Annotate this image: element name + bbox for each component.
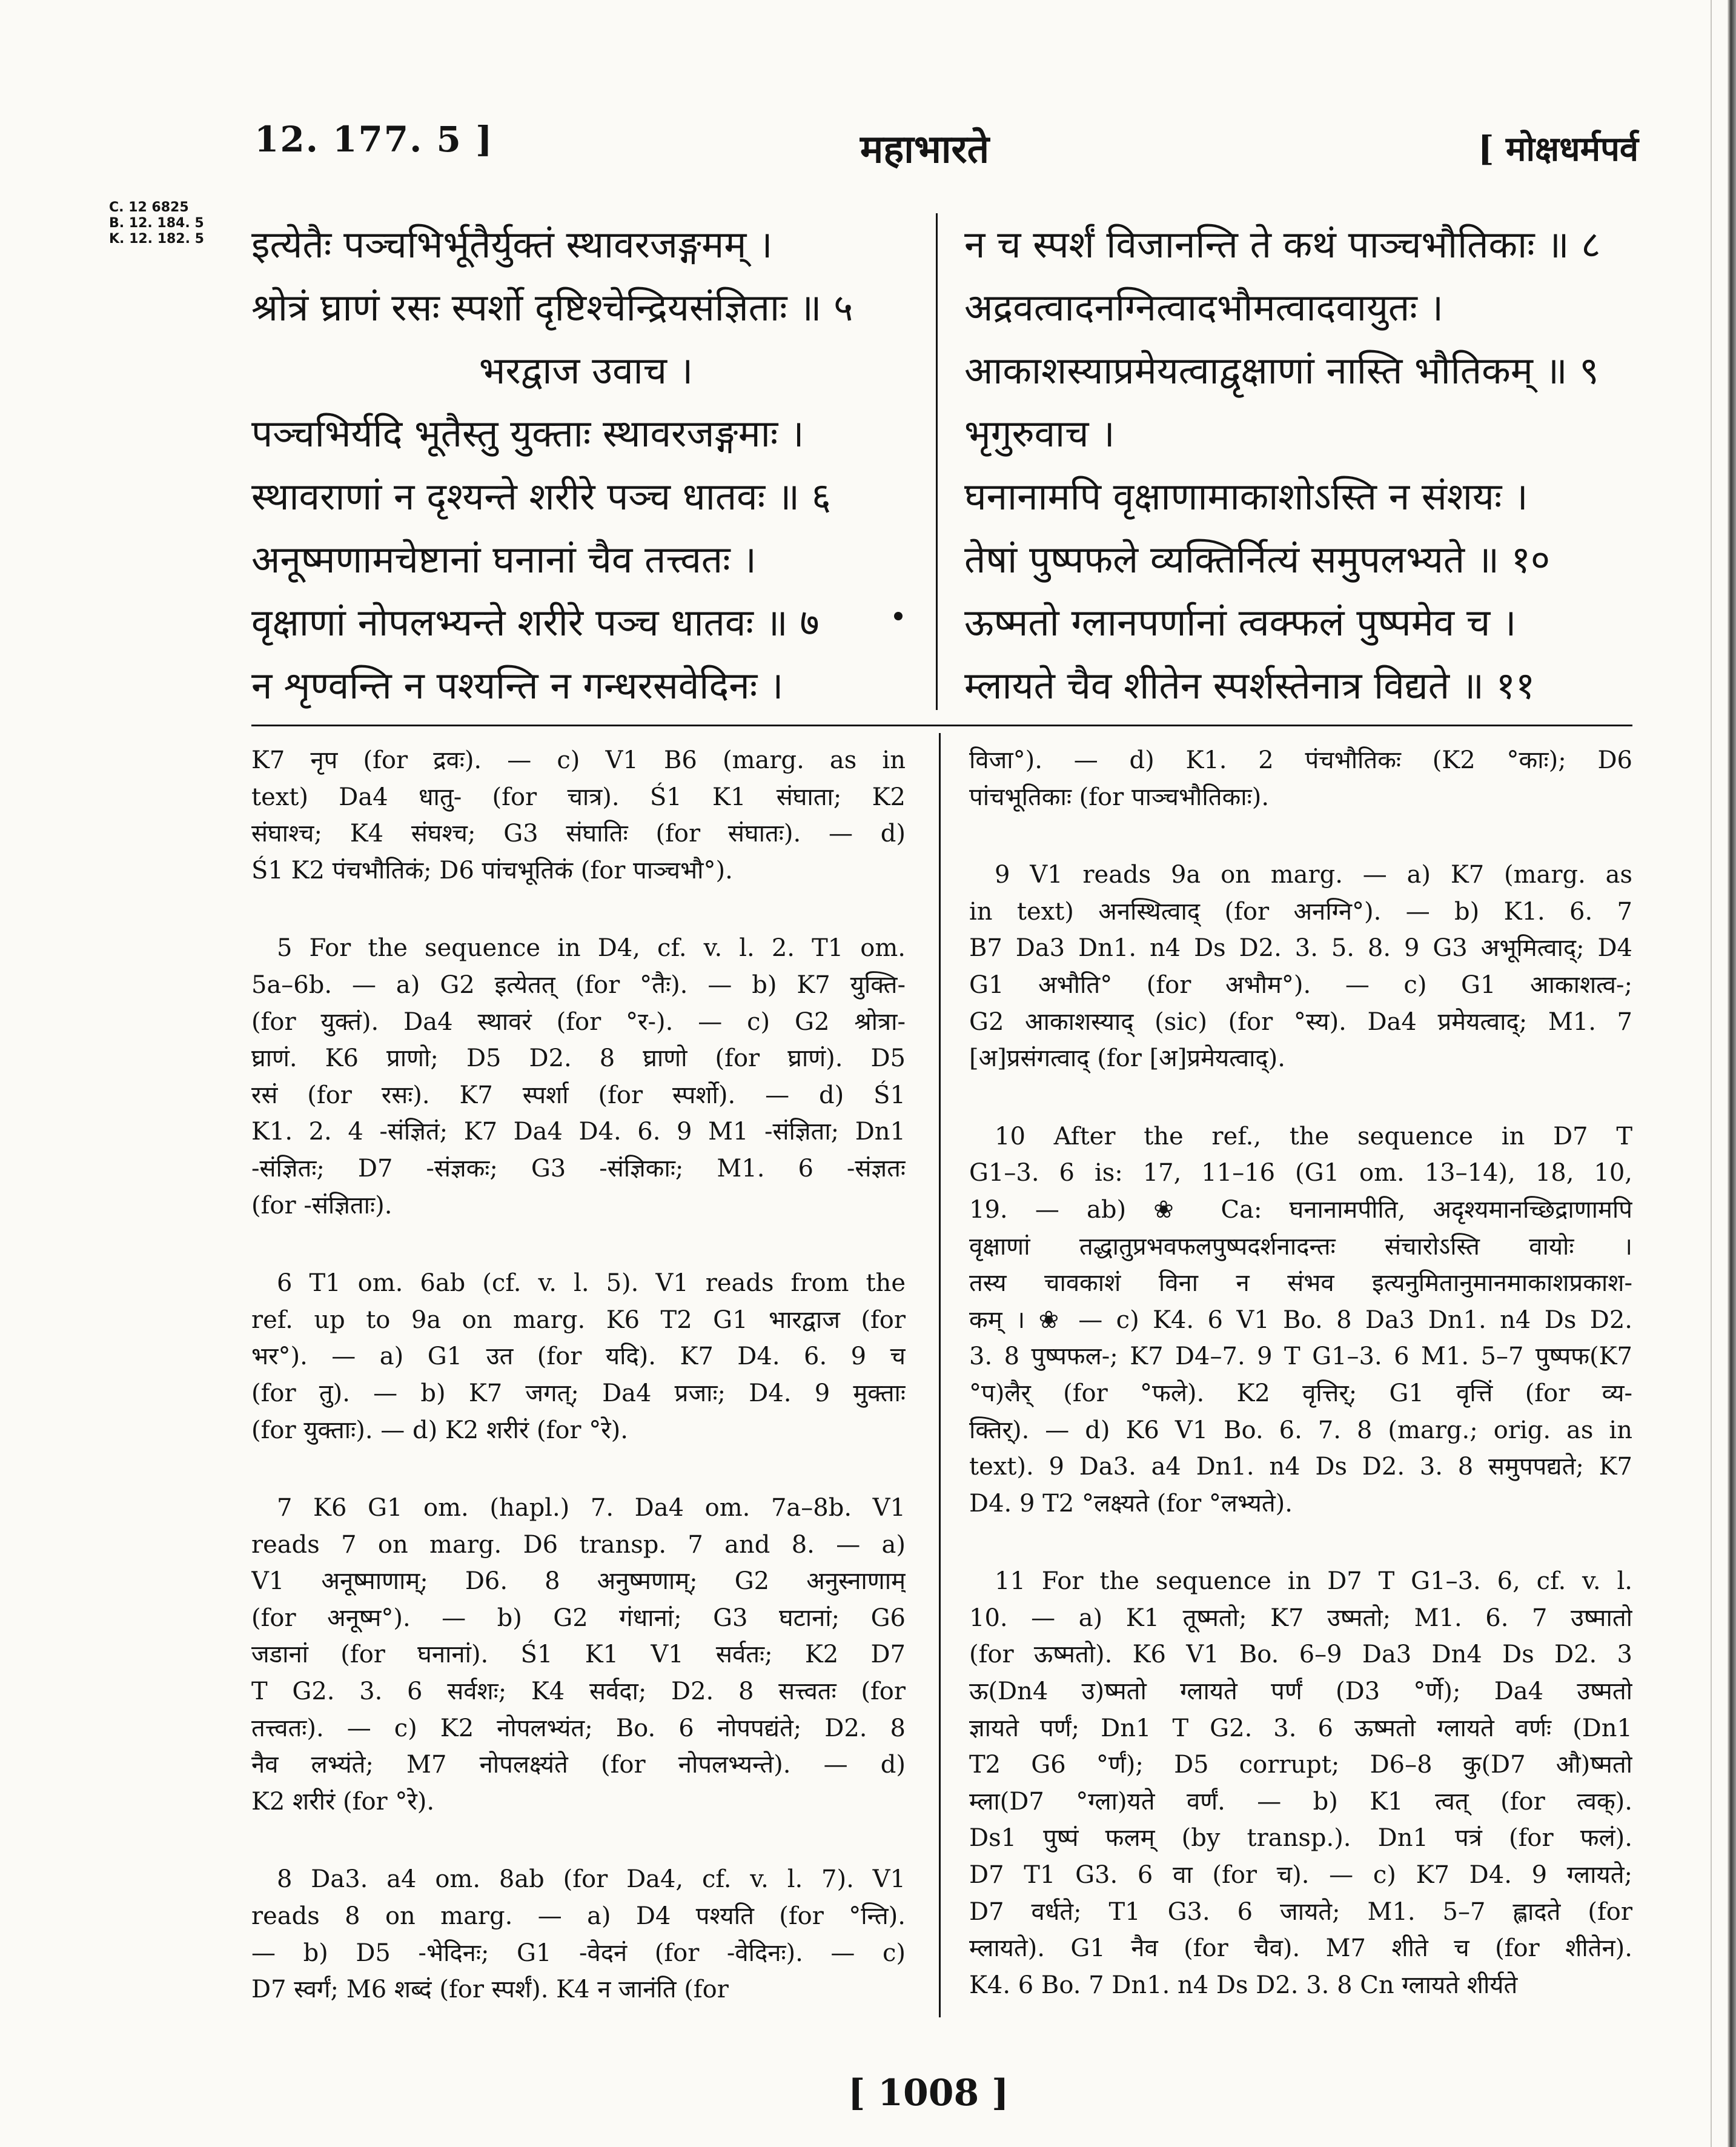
note-line: म्लायते). G1 नैव (for चैव). M7 शीते च (for शीतेन). <box>969 1934 1632 1963</box>
note-line: D7 स्वर्गं; M6 शब्दं (for स्पर्शं). K4 न जानंति (for <box>251 1976 729 2004</box>
note-line: — b) D5 -भेदिनः; G1 -वेदनं (for -वेदिनः). — c) <box>251 1939 906 1967</box>
note-line: नैव लभ्यंते; M7 नोपलक्ष्यंते (for नोपलभ्यन्ते). — d) <box>251 1751 906 1779</box>
notes-column-right <box>969 742 1632 2045</box>
apparatus-note <box>251 1861 906 2008</box>
verse-line: इत्येतैः पञ्चभिर्भूतैर्युक्तं स्थावरजङ्गमम् । <box>251 222 773 267</box>
note-line: (for अनूष्म°). — b) G2 गंधानां; G3 घटानां; G6 <box>251 1604 906 1632</box>
concordance-line: B. 12. 184. 5 <box>109 216 204 231</box>
apparatus-note <box>251 742 906 889</box>
note-line: text) Da4 धातु- (for चात्र). Ś1 K1 संघाता; K2 <box>251 783 906 811</box>
verse-line: आकाशस्याप्रमेयत्वाद्वृक्षाणां नास्ति भौतिकम् ॥ ९ <box>964 348 1599 393</box>
note-line: G2 आकाशस्याद् (sic) (for °स्य). Da4 प्रमेयत्वाद्; M1. 7 <box>969 1007 1632 1036</box>
note-line: 11 For the sequence in D7 T G1–3. 6, cf. v. l. <box>995 1567 1632 1596</box>
verse-line: ऊष्मतो ग्लानपर्णानां त्वक्फलं पुष्पमेव च । <box>964 600 1517 645</box>
note-line: °प)लैर् (for °फले). K2 वृत्तिर्; G1 वृत्तिं (for व्य- <box>969 1379 1632 1407</box>
note-line: कम् । ❀ — c) K4. 6 V1 Bo. 8 Da3 Dn1. n4 Ds D2. <box>969 1306 1632 1334</box>
note-line: (for ऊष्मतो). K6 V1 Bo. 6–9 Da3 Dn4 Ds D2. 3 <box>969 1641 1632 1669</box>
note-line: (for -संज्ञिताः). <box>251 1191 393 1220</box>
page-number: [ 1008 ] <box>848 2072 1009 2114</box>
note-line: घ्राणं. K6 प्राणो; D5 D2. 8 घ्राणो (for घ्राणं). D5 <box>251 1044 906 1073</box>
note-line: D7 वर्धते; T1 G3. 6 जायते; M1. 5–7 ह्लादते (for <box>969 1897 1632 1926</box>
speaker-line: भरद्वाज उवाच । <box>479 348 694 393</box>
note-line: जडानां (for घनानां). Ś1 K1 V1 सर्वतः; K2 D7 <box>251 1641 906 1669</box>
note-line: reads 7 on marg. D6 transp. 7 and 8. — a) <box>251 1530 906 1559</box>
note-line: in text) अनस्थित्वाद् (for अनग्नि°). — b) K1. 6. 7 <box>969 897 1632 926</box>
ink-dot <box>894 612 903 620</box>
note-line: तत्त्वतः). — c) K2 नोपलभ्यंत; Bo. 6 नोपपद्यंते; D2. 8 <box>251 1714 906 1742</box>
note-line: क्तिर्). — d) K6 V1 Bo. 6. 7. 8 (marg.; orig. as in <box>969 1416 1632 1444</box>
note-line: (for तु). — b) K7 जगत्; Da4 प्रजाः; D4. 9 मुक्ताः <box>251 1379 906 1407</box>
verse-line: न शृण्वन्ति न पश्यन्ति न गन्धरसवेदिनः । <box>251 663 784 708</box>
note-line: 7 K6 G1 om. (hapl.) 7. Da4 om. 7a–8b. V1 <box>277 1494 906 1522</box>
note-line: 10. — a) K1 तूष्मतो; K7 उष्मतो; M1. 6. 7 उष्मातो <box>969 1604 1632 1632</box>
note-line: 9 V1 reads 9a on marg. — a) K7 (marg. as <box>995 861 1632 889</box>
note-line: 19. — ab) ❀ Ca: घनानामपीति, अदृश्यमानच्छिद्राणामपि <box>969 1195 1632 1224</box>
apparatus-note <box>969 857 1632 1077</box>
concordance <box>109 200 204 247</box>
verse-column-right <box>964 213 1649 717</box>
note-line: V1 अनूष्माणाम्; D6. 8 अनुष्मणाम्; G2 अनुस्नाणाम् <box>251 1567 906 1596</box>
note-line: 3. 8 पुष्पफल-; K7 D4–7. 9 T G1–3. 6 M1. 5–7 पुष्पफ(K7 <box>969 1342 1632 1371</box>
scan-edge-line <box>1711 0 1712 2147</box>
section-title: [ मोक्षधर्मपर्व <box>1478 129 1639 169</box>
apparatus-note <box>969 1118 1632 1522</box>
apparatus-note <box>251 1265 906 1448</box>
note-line: रसं (for रसः). K7 स्पर्शा (for स्पर्शो). — d) Ś1 <box>251 1081 906 1109</box>
note-line: ज्ञायते पर्णं; Dn1 T G2. 3. 6 ऊष्मतो ग्लायते वर्णः (Dn1 <box>969 1714 1632 1742</box>
note-line: म्ला(D7 °ग्ला)यते वर्णं. — b) K1 त्वत् (for त्वक्). <box>969 1787 1632 1816</box>
note-line: K2 शरीरं (for °रे). <box>251 1787 435 1816</box>
note-line: D4. 9 T2 °लक्ष्यते (for °लभ्यते). <box>969 1489 1293 1518</box>
verse-line: अद्रवत्वादनग्नित्वादभौमत्वादवायुतः । <box>964 285 1443 330</box>
verse-line: पञ्चभिर्यदि भूतैस्तु युक्ताः स्थावरजङ्गमाः । <box>251 411 804 456</box>
verse-line: वृक्षाणां नोपलभ्यन्ते शरीरे पञ्च धातवः ॥ ७ <box>251 600 820 645</box>
note-line: B7 Da3 Dn1. n4 Ds D2. 3. 5. 8. 9 G3 अभूमित्वाद्; D4 <box>969 934 1632 963</box>
verse-line: अनूष्मणामचेष्टानां घनानां चैव तत्त्वतः । <box>251 537 757 582</box>
note-line: 8 Da3. a4 om. 8ab (for Da4, cf. v. l. 7). V1 <box>277 1865 906 1894</box>
note-line: T G2. 3. 6 सर्वशः; K4 सर्वदा; D2. 8 सत्त्वतः (for <box>251 1677 906 1706</box>
note-line: Ś1 K2 पंचभौतिकं; D6 पांचभूतिकं (for पाञ्चभौ°). <box>251 856 733 884</box>
note-line: संघाश्च; K4 संघश्च; G3 संघातिः (for संघातः). — d) <box>251 820 906 848</box>
apparatus-note <box>969 742 1632 815</box>
note-line: विजा°). — d) K1. 2 पंचभौतिकः (K2 °काः); D6 <box>969 746 1632 774</box>
verse-line: तेषां पुष्पफले व्यक्तिर्नित्यं समुपलभ्यते ॥ १० <box>964 537 1551 582</box>
apparatus-note <box>969 1563 1632 2003</box>
verse-column-left <box>251 213 921 717</box>
note-line: K1. 2. 4 -संज्ञितं; K7 Da4 D4. 6. 9 M1 -संज्ञिता; Dn1 <box>251 1118 906 1146</box>
note-line: 5a–6b. — a) G2 इत्येतत् (for °तैः). — b) K7 युक्ति- <box>251 971 906 999</box>
note-line: K7 नृप (for द्रवः). — c) V1 B6 (marg. as in <box>251 746 906 774</box>
concordance-line: K. 12. 182. 5 <box>109 231 204 247</box>
note-line: पांचभूतिकाः (for पाञ्चभौतिकाः). <box>969 783 1270 811</box>
note-line: G1 अभौति° (for अभौम°). — c) G1 आकाशत्व-; <box>969 971 1632 999</box>
verse-line: भृगुरुवाच । <box>964 411 1115 456</box>
verse-line: घनानामपि वृक्षाणामाकाशोऽस्ति न संशयः । <box>964 474 1528 519</box>
note-line: T2 G6 °र्णं); D5 corrupt; D6–8 कु(D7 औ)ष्मतो <box>969 1751 1632 1779</box>
note-line: 6 T1 om. 6ab (cf. v. l. 5). V1 reads from the <box>277 1269 906 1298</box>
note-line: ऊ(Dn4 उ)ष्मतो ग्लायते पर्णं (D3 °र्णे); Da4 उष्मतो <box>969 1677 1632 1706</box>
page-title: महाभारते <box>860 127 990 172</box>
note-line: D7 T1 G3. 6 वा (for च). — c) K7 D4. 9 ग्लायते; <box>969 1861 1632 1890</box>
verse-column-divider <box>936 213 938 710</box>
note-line: तस्य चावकाशं विना न संभव इत्यनुमितानुमानमाकाशप्रकाश- <box>969 1269 1632 1298</box>
notes-column-left <box>251 742 906 2049</box>
apparatus-note <box>251 1490 906 1820</box>
scan-edge <box>1728 0 1736 2147</box>
verse-line: न च स्पर्शं विजानन्ति ते कथं पाञ्चभौतिकाः ॥ ८ <box>964 222 1601 267</box>
verse-line: म्लायते चैव शीतेन स्पर्शस्तेनात्र विद्यते ॥ ११ <box>964 663 1536 708</box>
note-line: वृक्षाणां तद्धातुप्रभवफलपुष्पदर्शनादन्तः संचारोऽस्ति वायोः । <box>969 1232 1632 1261</box>
note-line: K4. 6 Bo. 7 Dn1. n4 Ds D2. 3. 8 Cn ग्लायते शीर्यते <box>969 1971 1518 1999</box>
note-line: (for युक्तं). Da4 स्थावरं (for °र-). — c) G2 श्रोत्रा- <box>251 1007 906 1036</box>
concordance-line: C. 12 6825 <box>109 200 189 215</box>
note-line: G1–3. 6 is: 17, 11–16 (G1 om. 13–14), 18, 10, <box>969 1159 1632 1187</box>
notes-column-divider <box>939 733 941 2017</box>
apparatus-note <box>251 930 906 1224</box>
note-line: ref. up to 9a on marg. K6 T2 G1 भारद्वाज (for <box>251 1306 906 1334</box>
note-line: text). 9 Da3. a4 Dn1. n4 Ds D2. 3. 8 समुपपद्यते; K7 <box>969 1453 1632 1481</box>
note-line: भर°). — a) G1 उत (for यदि). K7 D4. 6. 9 च <box>251 1342 906 1371</box>
verse-line: श्रोत्रं घ्राणं रसः स्पर्शो दृष्टिश्चेन्द्रियसंज्ञिताः ॥ ५ <box>251 285 853 330</box>
note-line: 5 For the sequence in D4, cf. v. l. 2. T1 om. <box>277 934 906 963</box>
note-line: -संज्ञितः; D7 -संज्ञकः; G3 -संज्ञिकाः; M1. 6 -संज्ञतः <box>251 1154 906 1183</box>
note-line: reads 8 on marg. — a) D4 पश्यति (for °न्ति). <box>251 1902 906 1931</box>
note-line: (for युक्ताः). — d) K2 शरीरं (for °रे). <box>251 1416 628 1444</box>
running-reference: 12. 177. 5 ] <box>254 119 494 160</box>
note-line: Ds1 पुष्पं फलम् (by transp.). Dn1 पत्रं (for फलं). <box>969 1824 1632 1853</box>
note-line: [अ]प्रसंगत्वाद् (for [अ]प्रमेयत्वाद्). <box>969 1044 1285 1073</box>
verse-line: स्थावराणां न दृश्यन्ते शरीरे पञ्च धातवः ॥ ६ <box>251 474 831 519</box>
text-apparatus-rule <box>251 725 1632 726</box>
note-line: 10 After the ref., the sequence in D7 T <box>995 1122 1632 1150</box>
